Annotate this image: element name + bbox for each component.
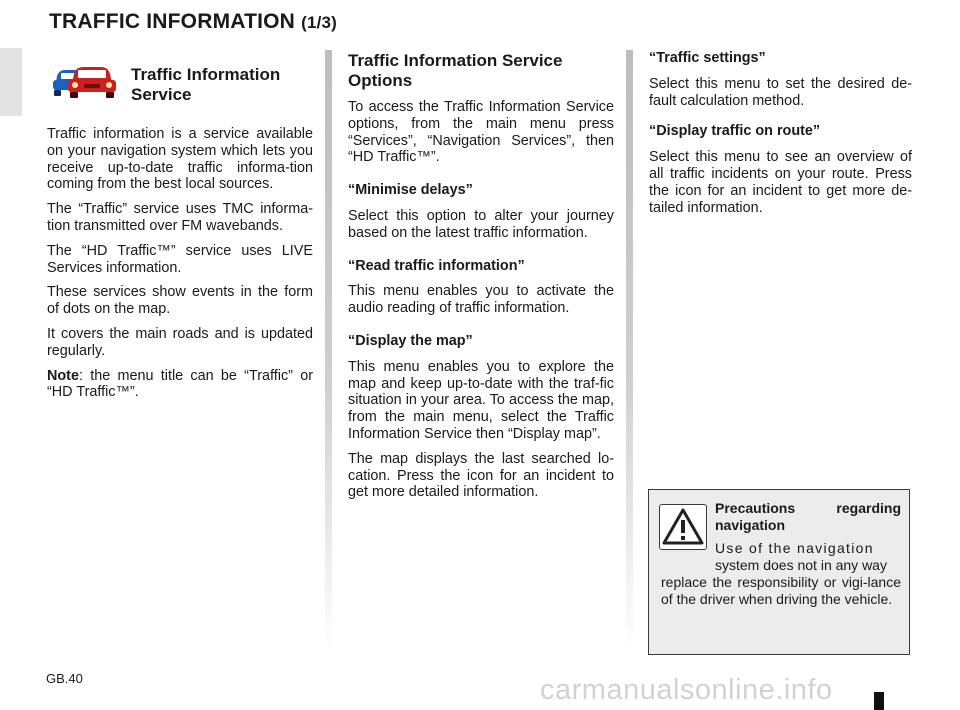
paragraph: Select this menu to set the desired de-fault calculation method.	[649, 75, 912, 109]
option-heading: “Display the map”	[348, 332, 473, 349]
page-title	[49, 10, 337, 34]
precautions-box	[648, 489, 910, 655]
paragraph: These services show events in the form of dots on the map.	[47, 284, 313, 318]
watermark: carmanualsonline.info	[540, 674, 833, 706]
paragraph: This menu enables you to activate the audio reading of traffic information.	[348, 283, 614, 317]
intro-paragraph: To access the Traffic Information Service options, from the main menu press “Services”, “Navigation Services”, then “HD Traffic™”.	[348, 99, 614, 166]
column-divider	[325, 50, 332, 650]
column-divider	[626, 50, 633, 650]
precautions-title: Precautions regarding navigation	[715, 500, 901, 533]
paragraph: The “HD Traffic™” service uses LIVE Services information.	[47, 242, 313, 276]
column-middle	[348, 48, 614, 509]
precautions-text: system does not in any way	[715, 557, 887, 573]
paragraph: Select this option to alter your journey based on the latest traffic information.	[348, 207, 614, 241]
chapter-tab	[0, 48, 22, 116]
paragraph: This menu enables you to explore the map and keep up-to-date with the traf-fic situation in your area. To access the map, from the main menu, select the Traffic Information Service then “Display map”.	[348, 358, 614, 442]
note-paragraph	[47, 368, 313, 402]
option-heading: “Display traffic on route”	[649, 123, 821, 140]
page-title-part: (1/3)	[301, 13, 338, 32]
service-heading	[47, 48, 313, 120]
paragraph: Traffic information is a service available on your navigation system which lets you receive up-to-date traffic informa-tion coming from the best local sources.	[47, 126, 313, 193]
option-heading: “Minimise delays”	[348, 182, 473, 199]
option-heading: “Read traffic information”	[348, 257, 525, 274]
paragraph: Select this menu to see an overview of all traffic incidents on your route. Press the icon for an incident to get more de-tailed information.	[649, 149, 912, 216]
paragraph: The map displays the last searched lo-cation. Press the icon for an incident to get more detailed information.	[348, 450, 614, 501]
page-number: GB.40	[46, 671, 83, 686]
note-text: : the menu title can be “Traffic” or “HD Traffic™”.	[47, 367, 313, 401]
warning-icon	[659, 504, 707, 550]
paragraph: The “Traffic” service uses TMC informa-tion transmitted over FM wavebands.	[47, 201, 313, 234]
traffic-cars-icon	[53, 62, 117, 98]
note-label: Note	[47, 367, 79, 384]
precautions-text: Use of the navigation	[715, 540, 874, 556]
section-title: Traffic Information Service Options	[348, 51, 563, 90]
column-right	[649, 48, 912, 224]
paragraph: It covers the main roads and is updated regularly.	[47, 325, 313, 359]
option-heading: “Traffic settings”	[649, 50, 766, 66]
precautions-text: replace the responsibility or vigi-lance of the driver when driving the vehicle.	[661, 574, 901, 607]
page-title-text: TRAFFIC INFORMATION	[49, 10, 296, 33]
page-edge-marker	[874, 692, 884, 710]
column-left	[47, 48, 313, 409]
service-title: Traffic Information Service	[131, 65, 281, 104]
